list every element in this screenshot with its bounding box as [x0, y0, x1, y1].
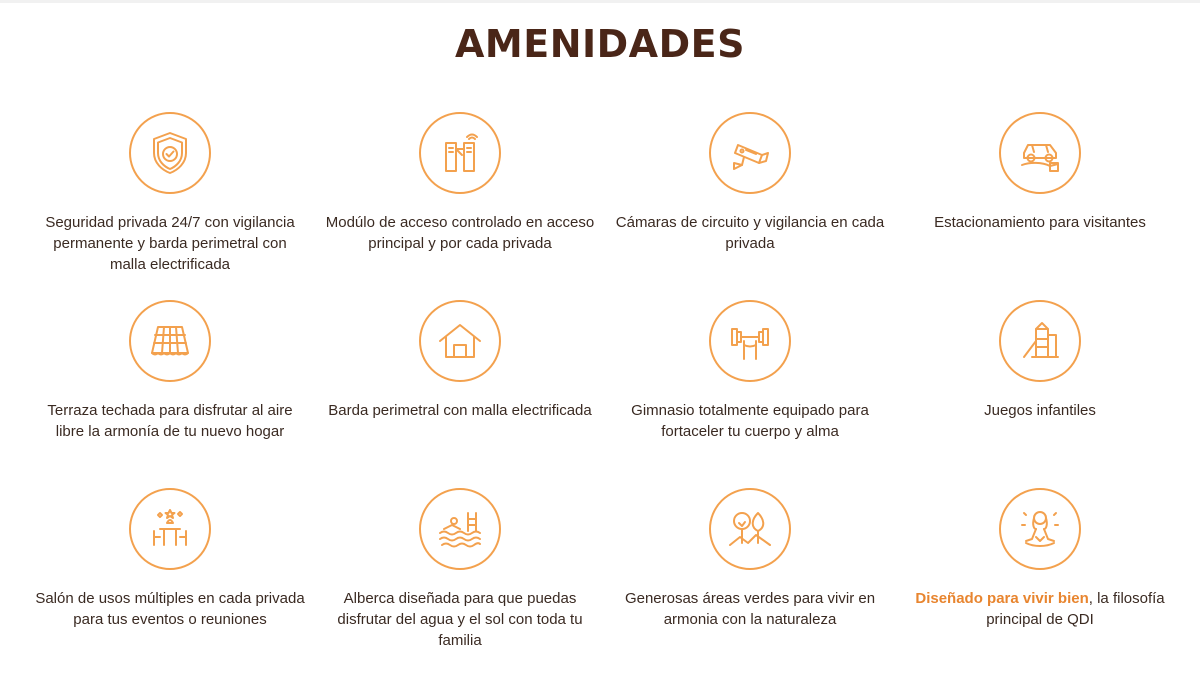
amenities-grid [25, 112, 1185, 676]
amenity-label: Estacionamiento para visitantes [934, 214, 1146, 231]
amenity-label: Gimnasio totalmente equipado para fortaceler tu cuerpo y alma [631, 402, 869, 440]
amenity-label: Seguridad privada 24/7 con vigilancia permanente y barda perimetral con malla electrificada [45, 214, 295, 273]
car-parking-icon [999, 112, 1081, 194]
shield-check-icon [129, 112, 211, 194]
amenity-item [895, 488, 1185, 676]
roof-terrace-icon [129, 300, 211, 382]
amenity-label: Cámaras de circuito y vigilancia en cada privada [615, 214, 885, 252]
amenity-item [605, 488, 895, 676]
amenity-label: Terraza techada para disfrutar al aire libre la armonía de tu nuevo hogar [47, 402, 293, 440]
amenity-label: Generosas áreas verdes para vivir en armonia con la naturaleza [624, 590, 876, 628]
top-divider [0, 0, 1200, 3]
amenity-label: Juegos infantiles [984, 402, 1096, 419]
amenity-label: Alberca diseñada para que puedas disfrutar del agua y el sol con toda tu familia [337, 590, 583, 649]
amenity-label [905, 588, 1175, 630]
playground-icon [999, 300, 1081, 382]
house-wall-icon [419, 300, 501, 382]
highlight-text: Diseñado para vivir bien [915, 590, 1089, 607]
amenity-label: Barda perimetral con malla electrificada [328, 402, 592, 419]
amenity-item [315, 300, 605, 488]
amenity-item [25, 112, 315, 300]
swimming-pool-icon [419, 488, 501, 570]
amenity-item [315, 112, 605, 300]
access-gate-icon [419, 112, 501, 194]
amenity-item [895, 300, 1185, 488]
meditation-icon [999, 488, 1081, 570]
amenity-item [895, 112, 1185, 300]
trees-icon [709, 488, 791, 570]
dumbbell-icon [709, 300, 791, 382]
amenity-item [315, 488, 605, 676]
amenity-item [25, 488, 315, 676]
amenity-item [25, 300, 315, 488]
amenity-label: Salón de usos múltiples en cada privada para tus eventos o reuniones [35, 590, 305, 628]
page-title: AMENIDADES [455, 22, 745, 66]
event-hall-icon [129, 488, 211, 570]
label-rest: , la filosofía principal de QDI [986, 590, 1165, 628]
amenity-item [605, 300, 895, 488]
amenity-label: Modúlo de acceso controlado en acceso principal y por cada privada [325, 214, 595, 252]
security-camera-icon [709, 112, 791, 194]
amenity-item [605, 112, 895, 300]
